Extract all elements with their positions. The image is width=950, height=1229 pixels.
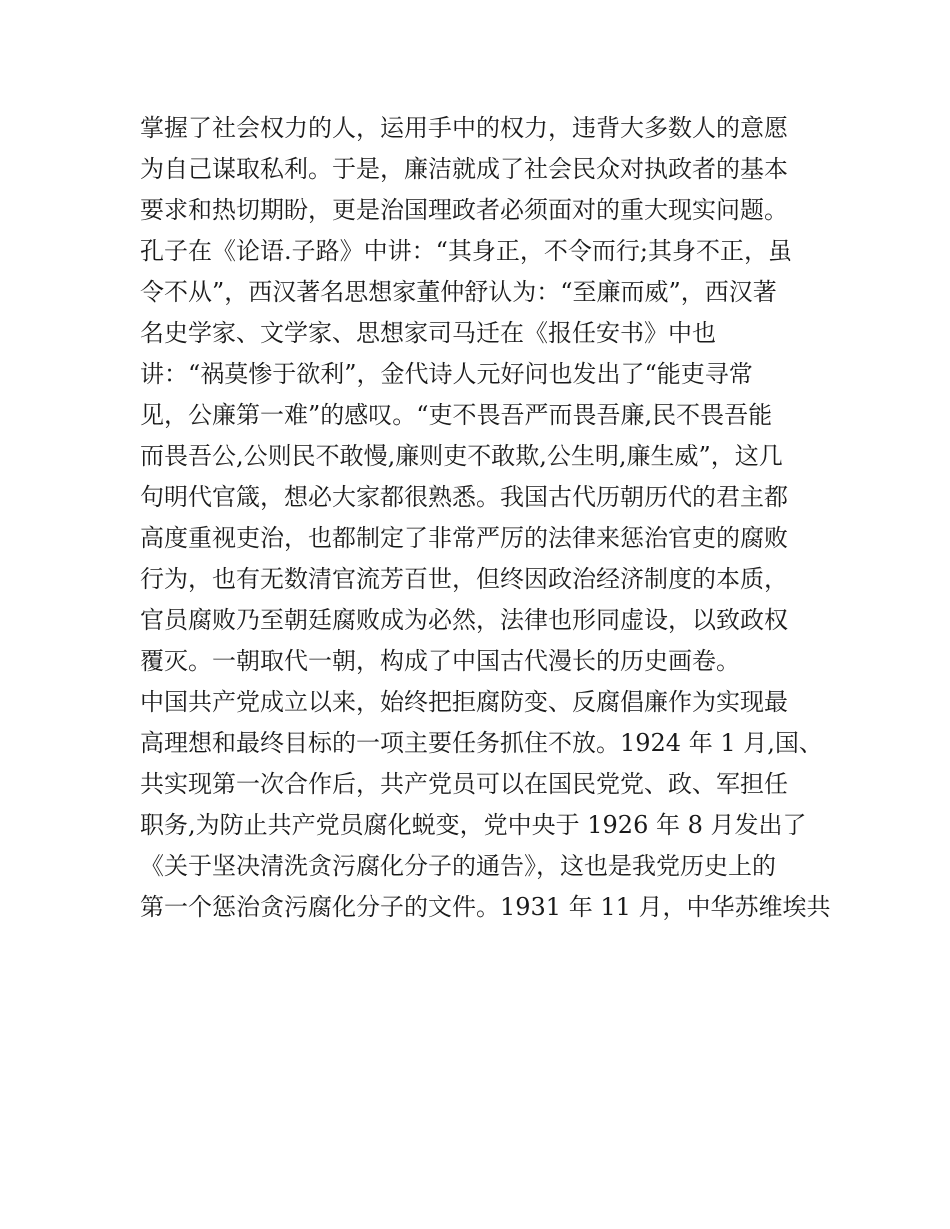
text-line: 掌握了社会权力的人，运用手中的权力，违背大多数人的意愿 — [140, 114, 788, 142]
text-line: 令不从”，西汉著名思想家董仲舒认为：“至廉而威”，西汉著 — [140, 278, 777, 306]
text-line: 而畏吾公,公则民不敢慢,廉则吏不敢欺,公生明,廉生威”，这几 — [140, 442, 783, 470]
text-line: 中国共产党成立以来，始终把拒腐防变、反腐倡廉作为实现最 — [140, 688, 788, 716]
text-line: 孔子在《论语.子路》中讲：“其身正，不令而行;其身不正，虽 — [140, 237, 792, 265]
text-line: 为自己谋取私利。于是，廉洁就成了社会民众对执政者的基本 — [140, 155, 788, 183]
body-text — [140, 108, 830, 928]
text-line: 高理想和最终目标的一项主要任务抓住不放。1924 年 1 月,国、 — [140, 729, 823, 757]
text-line: 高度重视吏治，也都制定了非常严厉的法律来惩治官吏的腐败 — [140, 524, 788, 552]
text-line: 讲：“祸莫惨于欲利”，金代诗人元好问也发出了“能吏寻常 — [140, 360, 753, 388]
text-line: 官员腐败乃至朝廷腐败成为必然，法律也形同虚设，以致政权 — [140, 606, 788, 634]
text-line: 见，公廉第一难”的感叹。“吏不畏吾严而畏吾廉,民不畏吾能 — [140, 401, 773, 429]
text-line: 覆灭。一朝取代一朝，构成了中国古代漫长的历史画卷。 — [140, 647, 740, 675]
text-line: 名史学家、文学家、思想家司马迁在《报任安书》中也 — [140, 319, 716, 347]
text-line: 行为，也有无数清官流芳百世，但终因政治经济制度的本质， — [140, 565, 788, 593]
text-line: 职务,为防止共产党员腐化蜕变，党中央于 1926 年 8 月发出了 — [140, 811, 807, 839]
text-line: 共实现第一次合作后，共产党员可以在国民党党、政、军担任 — [140, 770, 788, 798]
text-line: 句明代官箴，想必大家都很熟悉。我国古代历朝历代的君主都 — [140, 483, 788, 511]
text-line: 要求和热切期盼，更是治国理政者必须面对的重大现实问题。 — [140, 196, 788, 224]
text-line: 第一个惩治贪污腐化分子的文件。1931 年 11 月，中华苏维埃共 — [140, 893, 831, 921]
text-line: 《关于坚决清洗贪污腐化分子的通告》，这也是我党历史上的 — [140, 852, 776, 880]
